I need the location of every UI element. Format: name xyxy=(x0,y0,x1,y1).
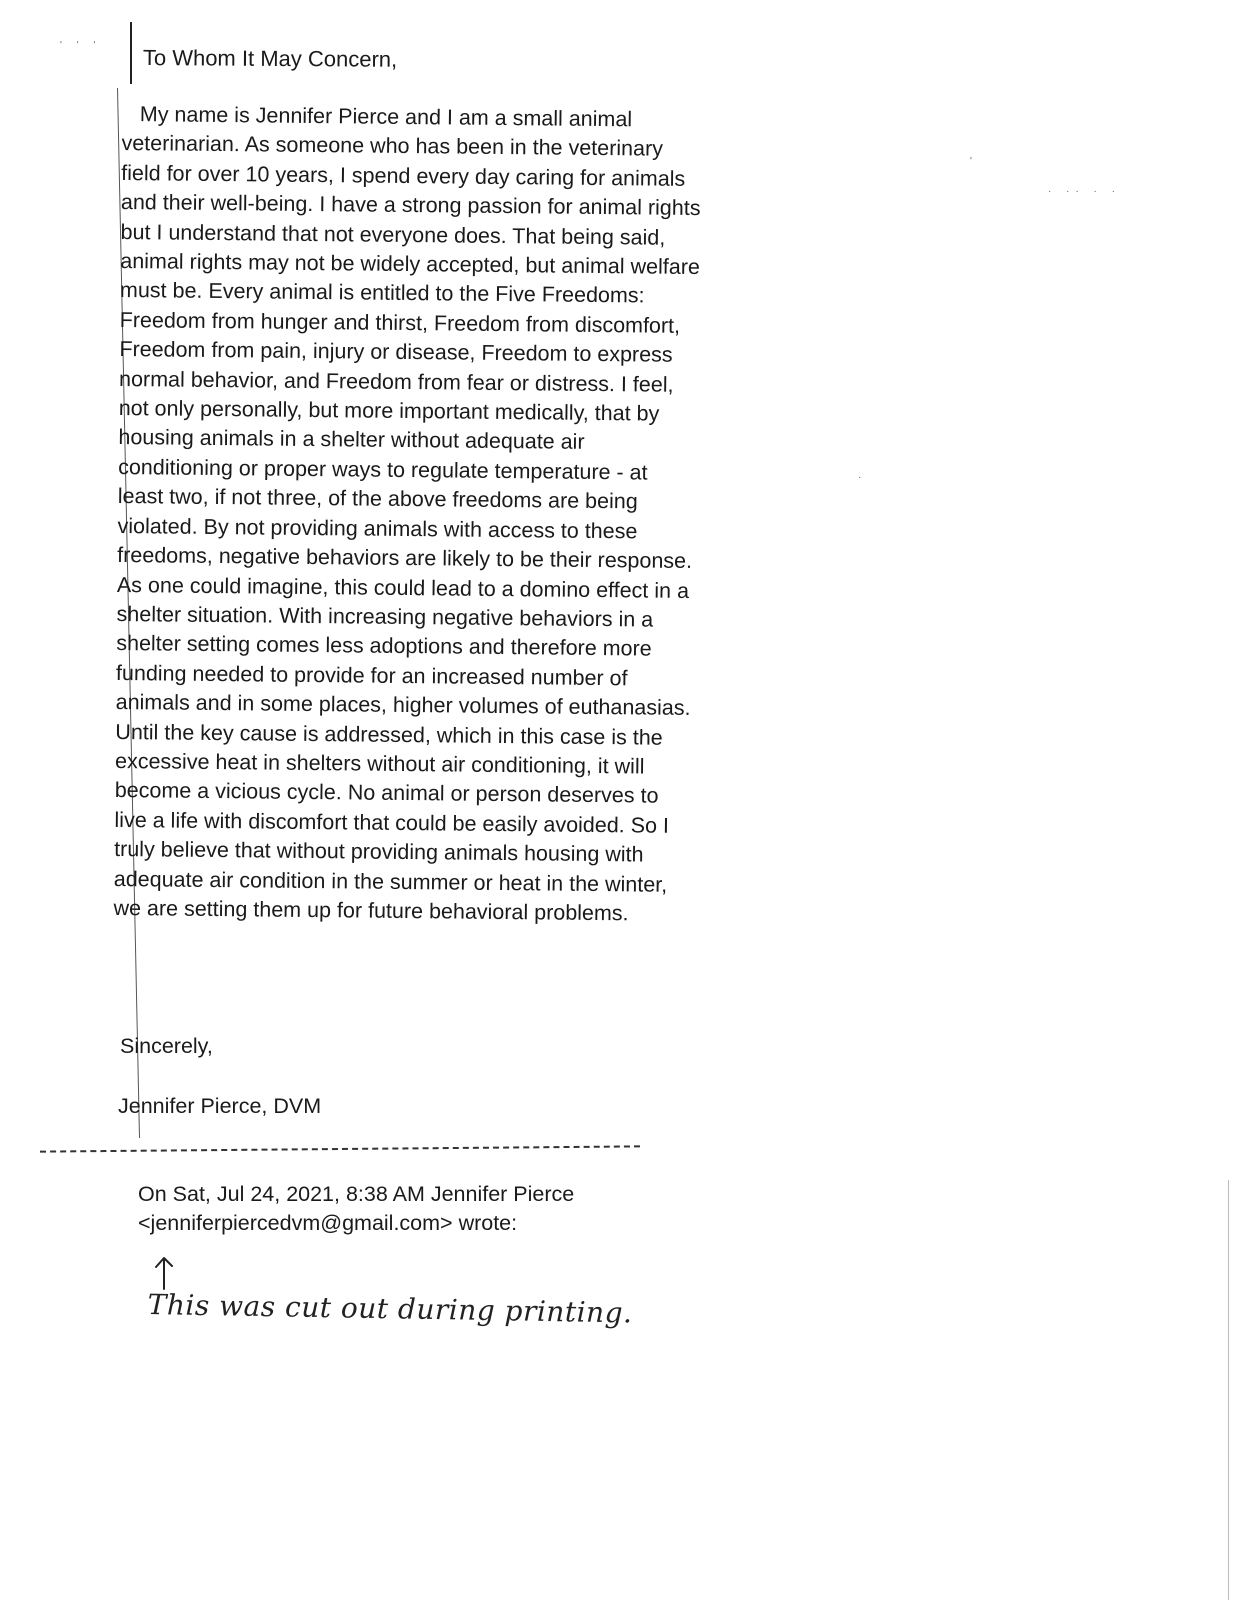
quoted-email-header xyxy=(138,1180,658,1238)
scan-specks: ' xyxy=(970,156,978,167)
page-cut-divider xyxy=(40,1145,640,1154)
quoted-email-header-line1: On Sat, Jul 24, 2021, 8:38 AM Jennifer Pierce xyxy=(138,1182,575,1206)
letter-signature: Jennifer Pierce, DVM xyxy=(118,1094,322,1118)
handwritten-note: This was cut out during printing. xyxy=(147,1288,633,1330)
letter-greeting: To Whom It May Concern, xyxy=(142,44,398,72)
scan-specks: · ·· · · xyxy=(1048,186,1121,197)
scan-specks: ' ' ' xyxy=(60,40,102,51)
margin-rule xyxy=(130,22,132,84)
arrow-up-icon xyxy=(150,1255,180,1291)
quoted-email-header-line2: <jenniferpiercedvm@gmail.com> wrote: xyxy=(138,1211,518,1235)
scan-specks: · xyxy=(858,472,868,483)
letter-closing: Sincerely, xyxy=(120,1034,213,1058)
letter-body: My name is Jennifer Pierce and I am a small animal veterinarian. As someone who has been in the veterinary field for over 10 years, I spend every day caring for animals and their well-being. I have a strong passion for animal rights but I understand that not everyone does. That being said, animal rights may not be widely accepted, but animal welfare must be. Every animal is entitled to the Five Freedoms: Freedom from hunger and thirst, Freedom from discomfort, Freedom from pain, injury or disease, Freedom to express normal behavior, and Freedom from fear or distress. I feel, not only personally, but more important medically, that by housing animals in a shelter without adequate air conditioning or proper ways to regulate temperature - at least two, if not three, of the above freedoms are being violated. By not providing animals with access to these freedoms, negative behaviors are likely to be their response. As one could imagine, this could lead to a domino effect in a shelter situation. With increasing negative behaviors in a shelter setting comes less adoptions and therefore more funding needed to provide for an increased number of animals and in some places, higher volumes of euthanasias. Until the key cause is addressed, which in this case is the excessive heat in shelters without air conditioning, it will become a vicious cycle. No animal or person deserves to live a life with discomfort that could be easily avoided. So I truly believe that without providing animals housing with adequate air condition in the summer or heat in the winter, we are setting them up for future behavioral problems. xyxy=(113,102,701,926)
scan-edge-line xyxy=(1228,1180,1229,1600)
